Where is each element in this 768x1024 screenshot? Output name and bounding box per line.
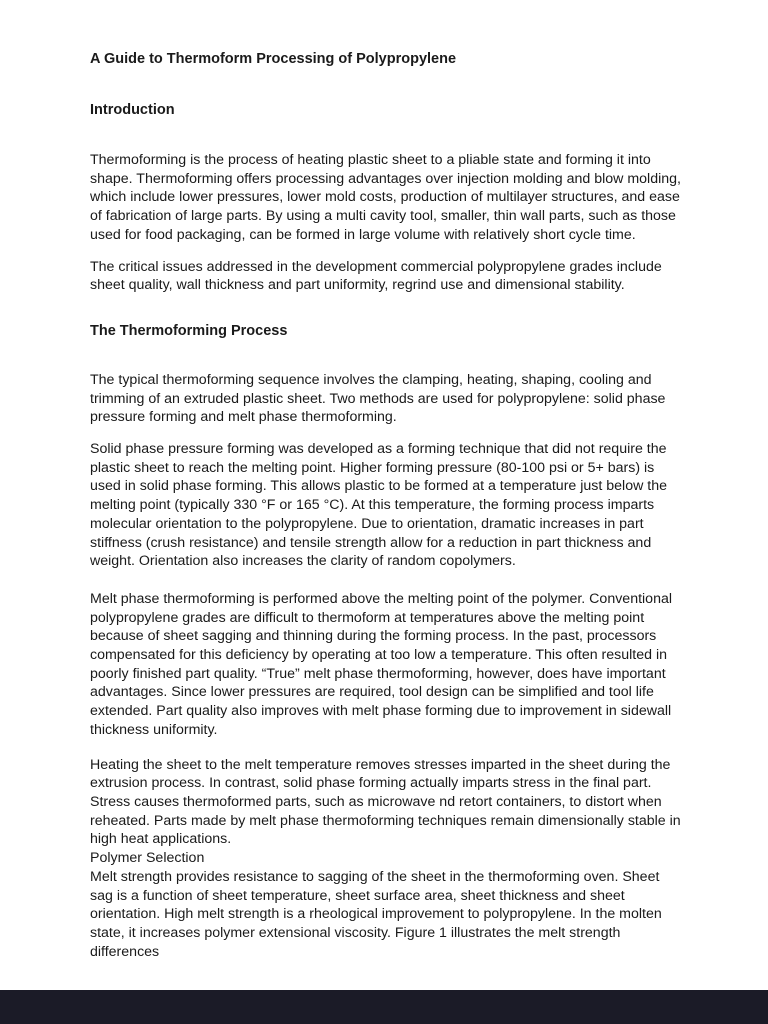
paragraph-process-3: Melt phase thermoforming is performed above the melting point of the polymer. Conventional polypropylene grades are difficult to thermoform at temperatures above the melting point because of sheet sagging and thinning during the forming process. In the past, processors compensated for this deficiency by operating at too low a temperature. This often resulted in poorly finished part quality. “True” melt phase thermoforming, however, does have important advantages. Since lower pressures are required, tool design can be simplified and tool life extended. Part quality also improves with melt phase forming due to improvement in sidewall thickness uniformity. bbox=[90, 590, 672, 738]
document-title: A Guide to Thermoform Processing of Polypropylene bbox=[90, 51, 457, 67]
label-polymer-selection: Polymer Selection bbox=[90, 850, 205, 867]
paragraph-intro-1: Thermoforming is the process of heating plastic sheet to a pliable state and forming it into shape. Thermoforming offers processing advantages over injection molding and blow molding, which include lower pressures, lower mold costs, production of multilayer structures, and ease of fabrication of large parts. By using a multi cavity tool, smaller, thin wall parts, such as those used for food packaging, can be formed in large volume with relatively short cycle time. bbox=[90, 152, 681, 243]
paragraph-polymer-1: Melt strength provides resistance to sagging of the sheet in the thermoforming oven. Sheet sag is a function of sheet temperature, sheet surface area, sheet thickness and sheet orientation. High melt strength is a rheological improvement to polypropylene. In the molten state, it increases polymer extensional viscosity. Figure 1 illustrates the melt strength differences bbox=[90, 868, 662, 960]
section-heading-thermoforming-process: The Thermoforming Process bbox=[90, 322, 288, 339]
paragraph-process-4: Heating the sheet to the melt temperature removes stresses imparted in the sheet during the extrusion process. In contrast, solid phase forming actually imparts stress in the final part. Stress causes thermoformed parts, such as microwave nd retort containers, to distort when reheated. Parts made by melt phase thermoforming techniques remain dimensionally stable in high heat applications. bbox=[90, 756, 681, 848]
section-heading-introduction: Introduction bbox=[90, 102, 175, 118]
viewer-footer-bar bbox=[0, 990, 768, 1024]
paragraph-process-2: Solid phase pressure forming was developed as a forming technique that did not require the plastic sheet to reach the melting point. Higher forming pressure (80-100 psi or 5+ bars) is used in solid phase forming. This allows plastic to be formed at a temperature just below the melting point (typically 330 °F or 165 °C). At this temperature, the forming process imparts molecular orientation to the polypropylene. Due to orientation, dramatic increases in part stiffness (crush resistance) and tensile strength allow for a reduction in part thickness and weight. Orientation also increases the clarity of random copolymers. bbox=[90, 441, 667, 570]
paragraph-process-1: The typical thermoforming sequence involves the clamping, heating, shaping, cooling and trimming of an extruded plastic sheet. Two methods are used for polypropylene: solid phase pressure forming and melt phase thermoforming. bbox=[90, 371, 666, 426]
paragraph-intro-2: The critical issues addressed in the development commercial polypropylene grades include sheet quality, wall thickness and part uniformity, regrind use and dimensional stability. bbox=[90, 258, 662, 294]
